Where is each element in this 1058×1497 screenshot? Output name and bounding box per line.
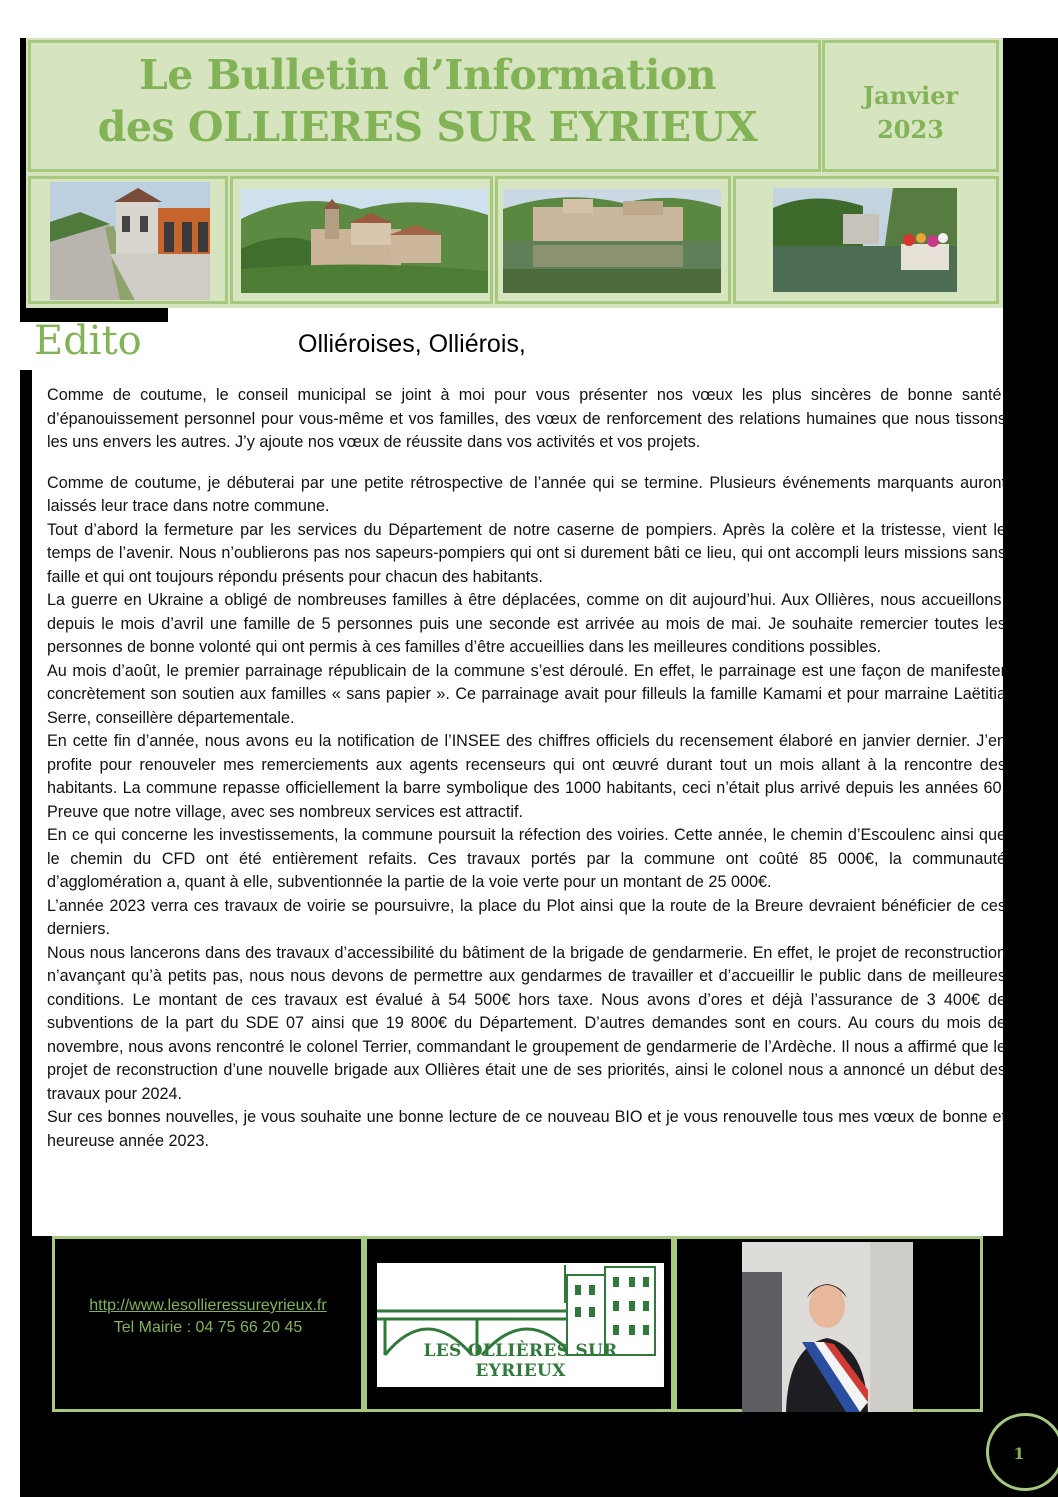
bulletin-header — [26, 38, 1003, 308]
photo-cell-3 — [495, 176, 731, 304]
issue-month: Janvier — [862, 81, 959, 110]
edito-body — [47, 384, 1006, 1153]
photo-cell-2 — [230, 176, 493, 304]
title-line-2: des OLLIERES SUR EYRIEUX — [97, 103, 758, 151]
logo-cell — [364, 1236, 674, 1412]
edito-greeting: Olliéroises, Olliérois, — [298, 330, 526, 358]
title-cell — [28, 40, 821, 172]
mayor-photo — [742, 1242, 913, 1412]
edito-paragraph: Comme de coutume, le conseil municipal se joint à moi pour vous présenter nos vœux les plus sincères de bonne santé, d’épanouissement personnel pour vous-même et vos familles, des vœux de renforcement des relations humaines que nous tissons les uns envers les autres. J’y ajoute nos vœux de réussite dans vos activités et vos projets. — [47, 386, 1006, 451]
photo-cell-4 — [733, 176, 999, 304]
village-street-photo — [50, 182, 210, 300]
edito-paragraph: Nous nous lancerons dans des travaux d’accessibilité du bâtiment de la brigade de gendarmerie. En effet, le projet de reconstruction n’avançant qu’à petits pas, nous nous devons de permettre aux gendarmes de travailler et d’accueillir le public dans de meilleures conditions. Le montant de ces travaux est évalué à 54 500€ hors taxe. Nous avons d’ores et déjà l’assurance de 3 400€ de subventions de la part du SDE 07 ainsi que 19 800€ du Département. D’autres demandes sont en cours. Au cours du mois de novembre, nous avons rencontré le colonel Terrier, commandant le groupement de gendarmerie de l’Ardèche. Il nous a affirmé que le projet de reconstruction d’une nouvelle brigade aux Ollières était une de ses priorités, ainsi le colonel nous a annoncé un début des travaux pour 2024. — [47, 943, 1006, 1103]
river-village-photo — [503, 189, 721, 293]
edito-paragraph: Sur ces bonnes nouvelles, je vous souhaite une bonne lecture de ce nouveau BIO et je vous renouvelle tous mes vœux de bonne et heureuse année 2023. — [47, 1108, 1006, 1150]
page-number-badge — [986, 1413, 1058, 1491]
bulletin-title — [31, 49, 824, 153]
town-logo — [377, 1263, 664, 1387]
footer-band — [52, 1236, 983, 1412]
edito-paragraph: La guerre en Ukraine a obligé de nombreuses familles à être déplacées, comme on dit aujourd’hui. Aux Ollières, nous accueillons, depuis le mois d’avril une famille de 5 personnes puis une seconde est arrivée au mois de mai. Je souhaite remercier toutes les personnes de bonne volonté qui ont permis à ces familles d’être accueillies dans les meilleures conditions possibles. — [47, 591, 1006, 656]
website-line — [55, 1297, 361, 1315]
hilltop-village-photo — [241, 189, 488, 293]
page-number: 1 — [1013, 1444, 1025, 1463]
issue-date — [825, 79, 996, 147]
contact-cell — [52, 1236, 364, 1412]
edito-paragraph: Au mois d’août, le premier parrainage républicain de la commune s’est déroulé. En effet, le parrainage est une façon de manifester concrètement son soutien aux familles « sans papier ». Ce parrainage avait pour filleuls la famille Kamami et pour marraine Laëtitia Serre, conseillère départementale. — [47, 661, 1006, 727]
issue-year: 2023 — [877, 115, 944, 144]
river-flowers-photo — [773, 188, 957, 292]
mayor-photo-cell — [674, 1236, 983, 1412]
photo-cell-1 — [28, 176, 228, 304]
edito-paragraph: En cette fin d’année, nous avons eu la notification de l’INSEE des chiffres officiels du recensement élaboré en janvier dernier. J’en profite pour renouveler mes remerciements aux agents recenseurs qui ont œuvré durant tout un mois allant à la rencontre des habitants. La commune repasse officiellement la barre symbolique des 1000 habitants, ceci n’était plus arrivé depuis les années 60. Preuve que notre village, avec ses nombreux services est attractif. — [47, 732, 1006, 821]
website-link[interactable]: http://www.lesollieressureyrieux.fr — [89, 1297, 327, 1314]
edito-paragraph: Tout d’abord la fermeture par les services du Département de notre caserne de pompiers. Après la colère et la tristesse, vient le temps de l’avenir. Nous n’oublierons pas nos sapeurs-pompiers qui ont si durement bâti ce lieu, qui ont accompli leurs missions sans faille et qui ont toujours répondu présents pour chacun des habitants. — [47, 520, 1006, 586]
date-cell — [822, 40, 999, 172]
edito-paragraph: L’année 2023 verra ces travaux de voirie se poursuivre, la place du Plot ainsi que la route de la Breure devraient bénéficier de ces derniers. — [47, 896, 1006, 938]
title-line-1: Le Bulletin d’Information — [138, 51, 717, 99]
edito-paragraph: Comme de coutume, je débuterai par une petite rétrospective de l’année qui se termine. Plusieurs événements marquants auront laissés leur trace dans notre commune. — [47, 473, 1006, 515]
edito-paragraph: En ce qui concerne les investissements, la commune poursuit la réfection des voiries. Cette année, le chemin d’Escoulenc ainsi que le chemin du CFD ont été entièrement refaits. Ces travaux portés par la commune ont coûté 85 000€, la communauté d’agglomération a, quant à elle, subventionnée la partie de la voie verte pour un montant de 25 000€. — [47, 826, 1006, 891]
mairie-phone: Tel Mairie : 04 75 66 20 45 — [113, 1319, 303, 1336]
edito-heading: Edito — [34, 318, 142, 364]
logo-text: LES OLLIÈRES SUR EYRIEUX — [423, 1341, 618, 1381]
